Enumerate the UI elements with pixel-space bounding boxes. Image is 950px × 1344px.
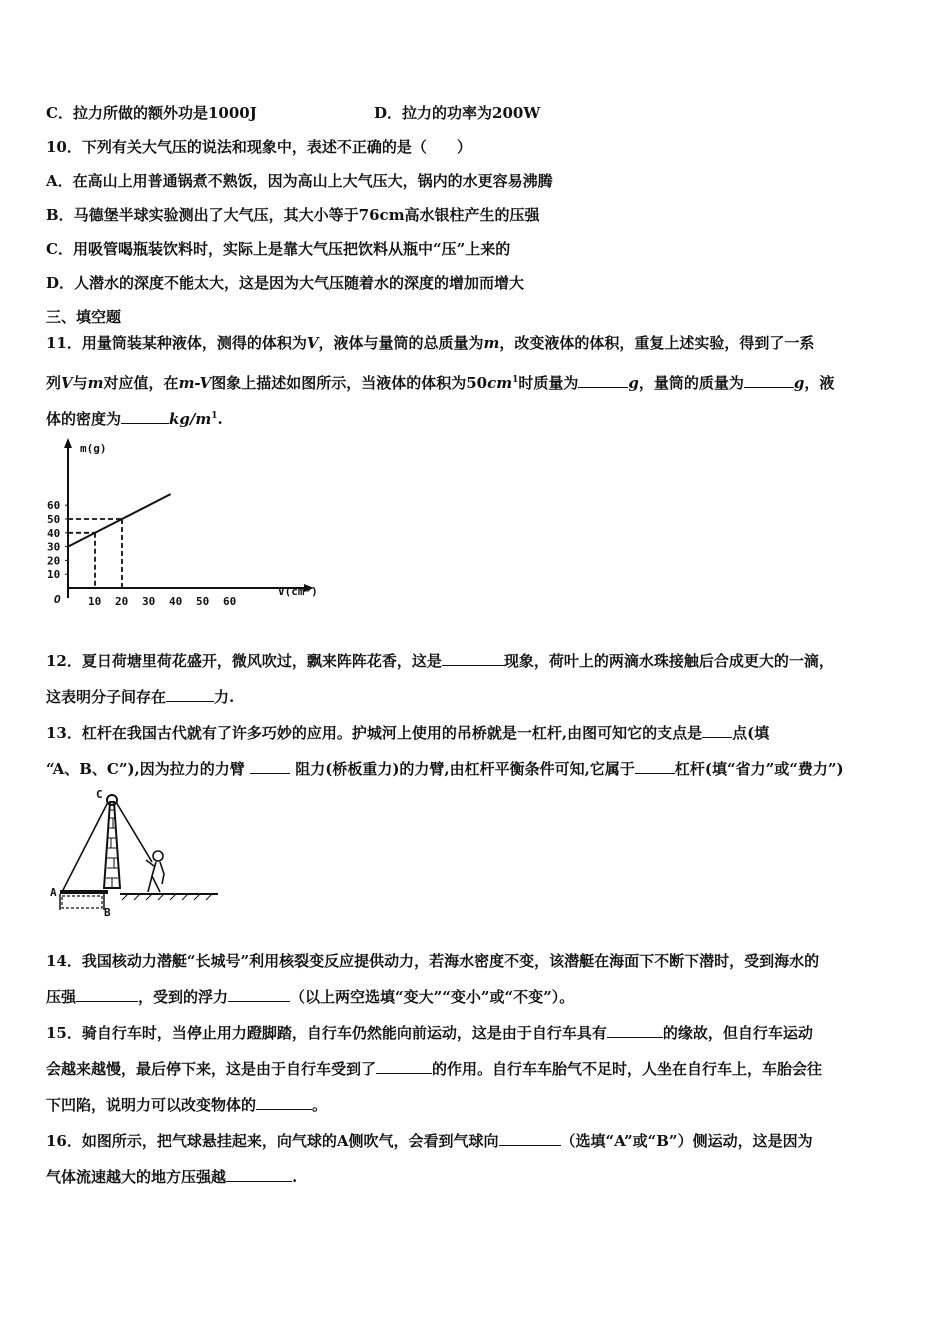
q10-option-a: A．在高山上用普通锅煮不熟饭，因为高山上大气压大，锅内的水更容易沸腾 — [46, 172, 553, 190]
x-tick-label: 60 — [223, 595, 237, 608]
series-line — [68, 494, 171, 546]
q16-blank-2[interactable] — [226, 1167, 292, 1182]
q10-option-b: B．马德堡半球实验测出了大气压，其大小等于76cm高水银柱产生的压强 — [46, 206, 540, 224]
origin-label: O — [54, 593, 61, 606]
y-tick-label: 10 — [47, 568, 61, 582]
q12-blank-2[interactable] — [166, 687, 214, 702]
q15-blank-1[interactable] — [607, 1023, 663, 1038]
mv-graph — [40, 438, 340, 618]
x-axis-label: V(cm³) — [278, 585, 318, 598]
q14-blank-1[interactable] — [76, 987, 138, 1002]
q12-line-2: 这表明分子间存在 力. — [46, 688, 235, 706]
q15-blank-3[interactable] — [256, 1095, 312, 1110]
q13-line-1: 13．杠杆在我国古代就有了许多巧妙的应用。护城河上使用的吊桥就是一杠杆,由图可知它的支点是 点(填 — [46, 724, 770, 742]
rope-to-person — [116, 802, 152, 862]
tower — [104, 802, 120, 888]
pulley — [107, 795, 117, 805]
q14-line-2: 压强 ，受到的浮力 （以上两空选填“变大”“变小”或“不变”）。 — [46, 988, 575, 1006]
q16-blank-1[interactable] — [499, 1131, 561, 1146]
q9-option-c: C．拉力所做的额外功是1000J — [46, 104, 257, 122]
q11-line-3: 体的密度为 $kg/m^1$. — [46, 410, 223, 428]
drawbridge-figure — [48, 788, 228, 918]
x-tick-label: 10 — [88, 595, 102, 608]
x-tick-label: 30 — [142, 595, 156, 608]
x-tick-label: 40 — [169, 595, 183, 608]
q13-blank-3[interactable] — [635, 759, 675, 774]
q16-line-1: 16．如图所示，把气球悬挂起来，向气球的A侧吹气，会看到气球向 （选填“A”或“B”）侧运动，这是因为 — [46, 1132, 813, 1150]
q16-line-2: 气体流速越大的地方压强越 . — [46, 1168, 298, 1186]
y-axis-label: m(g) — [80, 442, 107, 455]
rope-to-bridge — [62, 802, 108, 892]
y-tick-label: 30 — [47, 540, 61, 554]
q9-option-d: D．拉力的功率为200W — [374, 104, 541, 122]
q10-stem: 10．下列有关大气压的说法和现象中，表述不正确的是（ ） — [46, 138, 472, 156]
q13-line-2: “A、B、C”),因为拉力的力臂 阻力(桥板重力)的力臂,由杠杆平衡条件可知,它属于 杠杆(填“省力”或“费力”) — [46, 760, 844, 778]
y-tick-label: 50 — [47, 513, 61, 526]
y-axis-arrow — [64, 438, 72, 448]
y-tick-label: 40 — [47, 526, 61, 540]
q12-blank-1[interactable] — [442, 651, 504, 666]
q11-blank-2[interactable] — [744, 373, 794, 388]
q15-blank-2[interactable] — [376, 1059, 432, 1074]
y-tick-label: 20 — [47, 554, 61, 568]
q11-blank-1[interactable] — [578, 373, 628, 388]
q11-line-2: 列V与m对应值，在m-V图象上描述如图所示，当液体的体积为$50cm^1$时质量为 g，量筒的质量为 g，液 — [46, 374, 835, 392]
label-c: C — [96, 788, 103, 801]
label-b: B — [104, 906, 111, 918]
q13-blank-2[interactable] — [250, 759, 290, 774]
section-heading: 三、填空题 — [46, 308, 122, 326]
q14-line-1: 14．我国核动力潜艇“长城号”利用核裂变反应提供动力，若海水密度不变，该潜艇在海面下不断下潜时，受到海水的 — [46, 952, 820, 970]
q10-option-c: C．用吸管喝瓶装饮料时，实际上是靠大气压把饮料从瓶中“压”上来的 — [46, 240, 511, 258]
bridge-plank — [60, 890, 108, 894]
moat — [62, 896, 102, 908]
label-a: A — [50, 886, 57, 899]
q15-line-1: 15．骑自行车时，当停止用力蹬脚踏，自行车仍然能向前运动，这是由于自行车具有 的缘故，但自行车运动 — [46, 1024, 813, 1042]
x-tick-label: 50 — [196, 595, 210, 608]
q15-line-3: 下凹陷，说明力可以改变物体的 。 — [46, 1096, 328, 1114]
q15-line-2: 会越来越慢，最后停下来，这是由于自行车受到了 的作用。自行车车胎气不足时，人坐在自行车上，车胎会往 — [46, 1060, 823, 1078]
q13-blank-1[interactable] — [702, 723, 732, 738]
y-tick-label: 60 — [47, 499, 61, 513]
q11-line-1: 11．用量筒装某种液体，测得的体积为V，液体与量筒的总质量为m，改变液体的体积，重复上述实验，得到了一系 — [46, 334, 815, 352]
q11-blank-3[interactable] — [121, 409, 169, 424]
q10-option-d: D．人潜水的深度不能太大，这是因为大气压随着水的深度的增加而增大 — [46, 274, 525, 292]
q14-blank-2[interactable] — [228, 987, 290, 1002]
q12-line-1: 12．夏日荷塘里荷花盛开，微风吹过，飘来阵阵花香，这是 现象，荷叶上的两滴水珠接触后合成更大的一滴， — [46, 652, 834, 670]
x-tick-label: 20 — [115, 595, 129, 608]
